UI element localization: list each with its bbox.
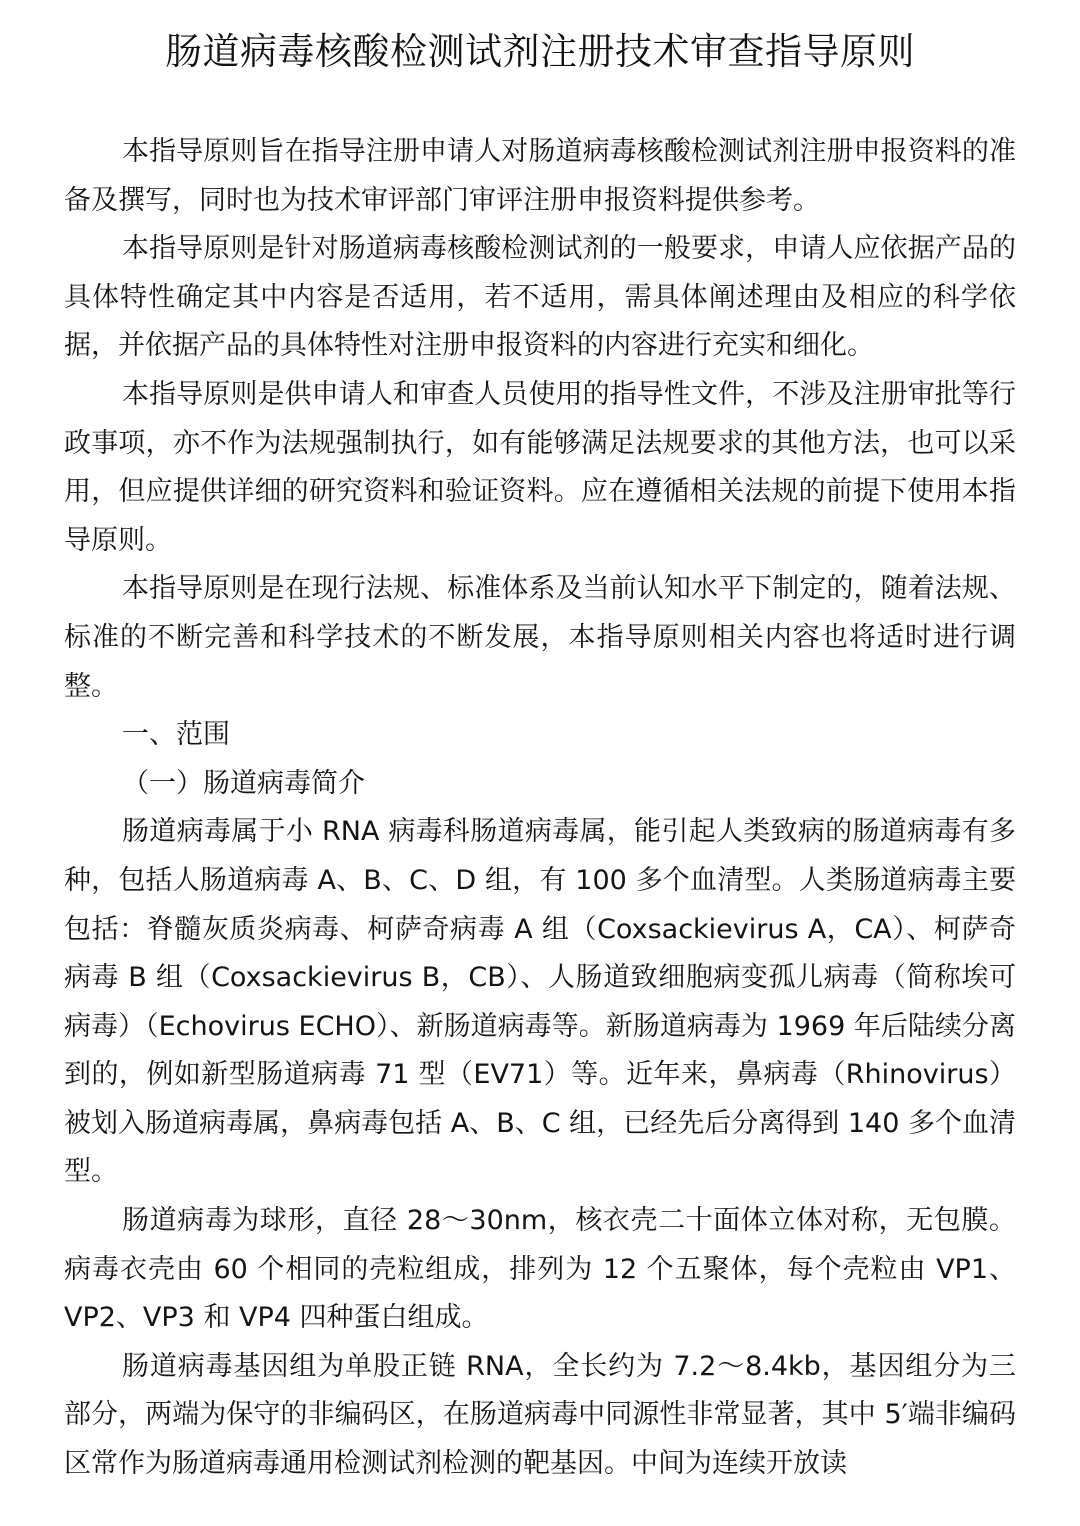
- subsection-heading-enterovirus-intro: （一）肠道病毒简介: [122, 767, 365, 799]
- intro-paragraph-2: 本指导原则是针对肠道病毒核酸检测试剂的一般要求，申请人应依据产品的具体特性确定其中内容是否适用，若不适用，需具体阐述理由及相应的科学依据，并依据产品的具体特性对注册申报资料的内容进行充实和细化。: [64, 233, 1016, 362]
- document-title: 肠道病毒核酸检测试剂注册技术审查指导原则: [165, 30, 915, 73]
- document-body: [64, 128, 1016, 1489]
- section-heading-scope: 一、范围: [122, 719, 230, 751]
- intro-paragraph-3: 本指导原则是供申请人和审查人员使用的指导性文件，不涉及注册审批等行政事项，亦不作为法规强制执行，如有能够满足法规要求的其他方法，也可以采用，但应提供详细的研究资料和验证资料。应在遵循相关法规的前提下使用本指导原则。: [64, 378, 1016, 556]
- scope-paragraph-3: 肠道病毒基因组为单股正链 RNA，全长约为 7.2～8.4kb，基因组分为三部分，两端为保守的非编码区，在肠道病毒中同源性非常显著，其中 5′端非编码区常作为肠道病毒通用检测试剂检测的靶基因。中间为连续开放读: [64, 1350, 1016, 1480]
- scope-paragraph-1: 肠道病毒属于小 RNA 病毒科肠道病毒属，能引起人类致病的肠道病毒有多种，包括人肠道病毒 A、B、C、D 组，有 100 多个血清型。人类肠道病毒主要包括：脊髓灰质炎病毒、柯萨奇病毒 A 组（Coxsackievirus A，CA）、柯萨奇病毒 B 组（Coxsackievirus B，CB）、人肠道致细胞病变孤儿病毒（简称埃可病毒）（Echovirus ECHO）、新肠道病毒等。新肠道病毒为 1969 年后陆续分离到的，例如新型肠道病毒 71 型（EV71）等。近年来，鼻病毒（Rhinovirus）被划入肠道病毒属，鼻病毒包括 A、B、C 组，已经先后分离得到 140 多个血清型。: [64, 816, 1016, 1188]
- intro-paragraph-4: 本指导原则是在现行法规、标准体系及当前认知水平下制定的，随着法规、标准的不断完善和科学技术的不断发展，本指导原则相关内容也将适时进行调整。: [64, 573, 1016, 702]
- intro-paragraph-1: 本指导原则旨在指导注册申请人对肠道病毒核酸检测试剂注册申报资料的准备及撰写，同时也为技术审评部门审评注册申报资料提供参考。: [64, 136, 1016, 216]
- scope-paragraph-2: 肠道病毒为球形，直径 28～30nm，核衣壳二十面体立体对称，无包膜。病毒衣壳由 60 个相同的壳粒组成，排列为 12 个五聚体，每个壳粒由 VP1、VP2、VP3 和 VP4 四种蛋白组成。: [64, 1205, 1016, 1334]
